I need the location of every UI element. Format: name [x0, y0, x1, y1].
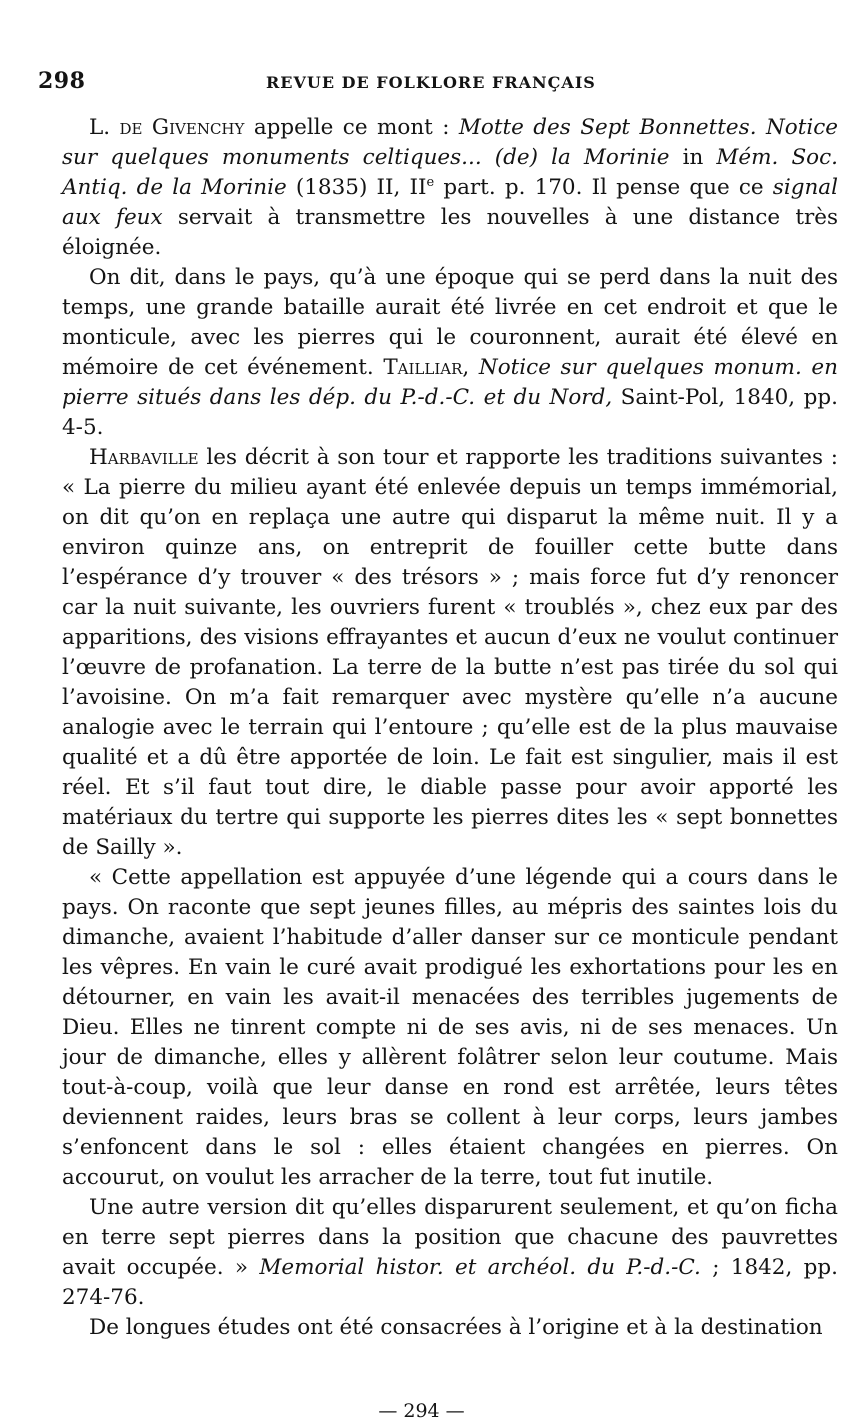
- text-run: On dit, dans le pays, qu’à une époque qui se perd dans la nuit des temps, une grande bataille aurait été livrée en cet endroit et que le monticule, avec les pierres qui le couronnent, aurait été élevé en mémoire de cet événement.: [62, 265, 838, 380]
- journal-title: REVUE DE FOLKLORE FRANÇAIS: [266, 73, 596, 92]
- text-run: in: [669, 145, 717, 170]
- title-italic: Motte des Sept Bonnettes. Notice sur quelques monuments celtiques... (de) la Morinie: [62, 115, 838, 170]
- superscript: e: [426, 174, 435, 190]
- paragraph-harbaville: [62, 443, 838, 863]
- header-page-number: 298: [38, 68, 86, 94]
- text-run: part. p. 170. Il pense que ce: [434, 175, 773, 200]
- text-run: servait à transmettre les nouvelles à une distance très éloignée.: [62, 205, 838, 260]
- running-header: [38, 68, 838, 98]
- text-run: les décrit à son tour et rapporte les traditions suivantes : « La pierre du milieu ayant été enlevée depuis un temps immémorial, on dit qu’on en replaça une autre qui disparut la même nuit. Il y a environ quinze ans, on entreprit de fouiller cette butte dans l’espérance d’y trouver « des trésors » ; mais force fut d’y renoncer car la nuit suivante, les ouvriers furent « troublés », chez eux par des apparitions, des visions effrayantes et aucun d’eux ne voulut continuer l’œuvre de profanation. La terre de la butte n’est pas tirée du sol qui l’avoisine. On m’a fait remarquer avec mystère qu’elle n’a aucune analogie avec le terrain qui l’entoure ; qu’elle est de la plus mauvaise qualité et a dû être apportée de loin. Le fait est singulier, mais il est réel. Et s’il faut tout dire, le diable passe pour avoir apporté les matériaux du tertre qui supporte les pierres dites les « sept bonnettes de Sailly ».: [62, 445, 838, 860]
- text-run: ,: [462, 355, 479, 380]
- title-italic: Notice sur quelques monum. en pierre situés dans les dép. du P.-d.-C. et du Nord,: [62, 355, 838, 410]
- text-run: appelle ce mont :: [244, 115, 459, 140]
- text-run: (1835) II, II: [286, 175, 427, 200]
- footer-page-number: — 294 —: [378, 1400, 465, 1422]
- title-italic: Memorial histor. et archéol. du P.-d.-C.: [259, 1255, 701, 1280]
- author-name: L. de Givenchy: [89, 115, 245, 140]
- author-name: Tailliar: [383, 355, 463, 380]
- text-run: « Cette appellation est appuyée d’une légende qui a cours dans le pays. On raconte que sept jeunes filles, au mépris des saintes lois du dimanche, avaient l’habitude d’aller danser sur ce monticule pendant les vêpres. En vain le curé avait prodigué les exhortations pour les en détourner, en vain les avait-il menacées des terribles jugements de Dieu. Elles ne tinrent compte ni de ses avis, ni de ses menaces. Un jour de dimanche, elles y allèrent folâtrer selon leur coutume. Mais tout-à-coup, voilà que leur danse en rond est arrêtée, leurs têtes deviennent raides, leurs bras se collent à leur corps, leurs jambes s’enfoncent dans le sol : elles étaient changées en pierres. On accourut, on voulut les arracher de la terre, tout fut inutile.: [62, 865, 838, 1190]
- paragraph-autre-version: [62, 1193, 838, 1313]
- phrase-italic: signal aux feux: [62, 175, 838, 230]
- author-name: Harbaville: [89, 445, 199, 470]
- paragraph-givenchy: [62, 113, 838, 263]
- text-run: Saint-Pol, 1840, pp. 4-5.: [62, 385, 838, 440]
- text-run: De longues études ont été consacrées à l’origine et à la destination: [89, 1315, 823, 1340]
- text-run: Une autre version dit qu’elles disparurent seulement, et qu’on ficha en terre sept pierres dans la position que chacune des pauvrettes avait occupée. »: [62, 1195, 838, 1280]
- paragraph-legende: [62, 863, 838, 1193]
- body-text: [62, 113, 838, 1343]
- paragraph-bataille: [62, 263, 838, 443]
- paragraph-etudes: [62, 1313, 838, 1343]
- text-run: ; 1842, pp. 274-76.: [62, 1255, 839, 1310]
- title-italic: Mém. Soc. Antiq. de la Morinie: [62, 145, 838, 200]
